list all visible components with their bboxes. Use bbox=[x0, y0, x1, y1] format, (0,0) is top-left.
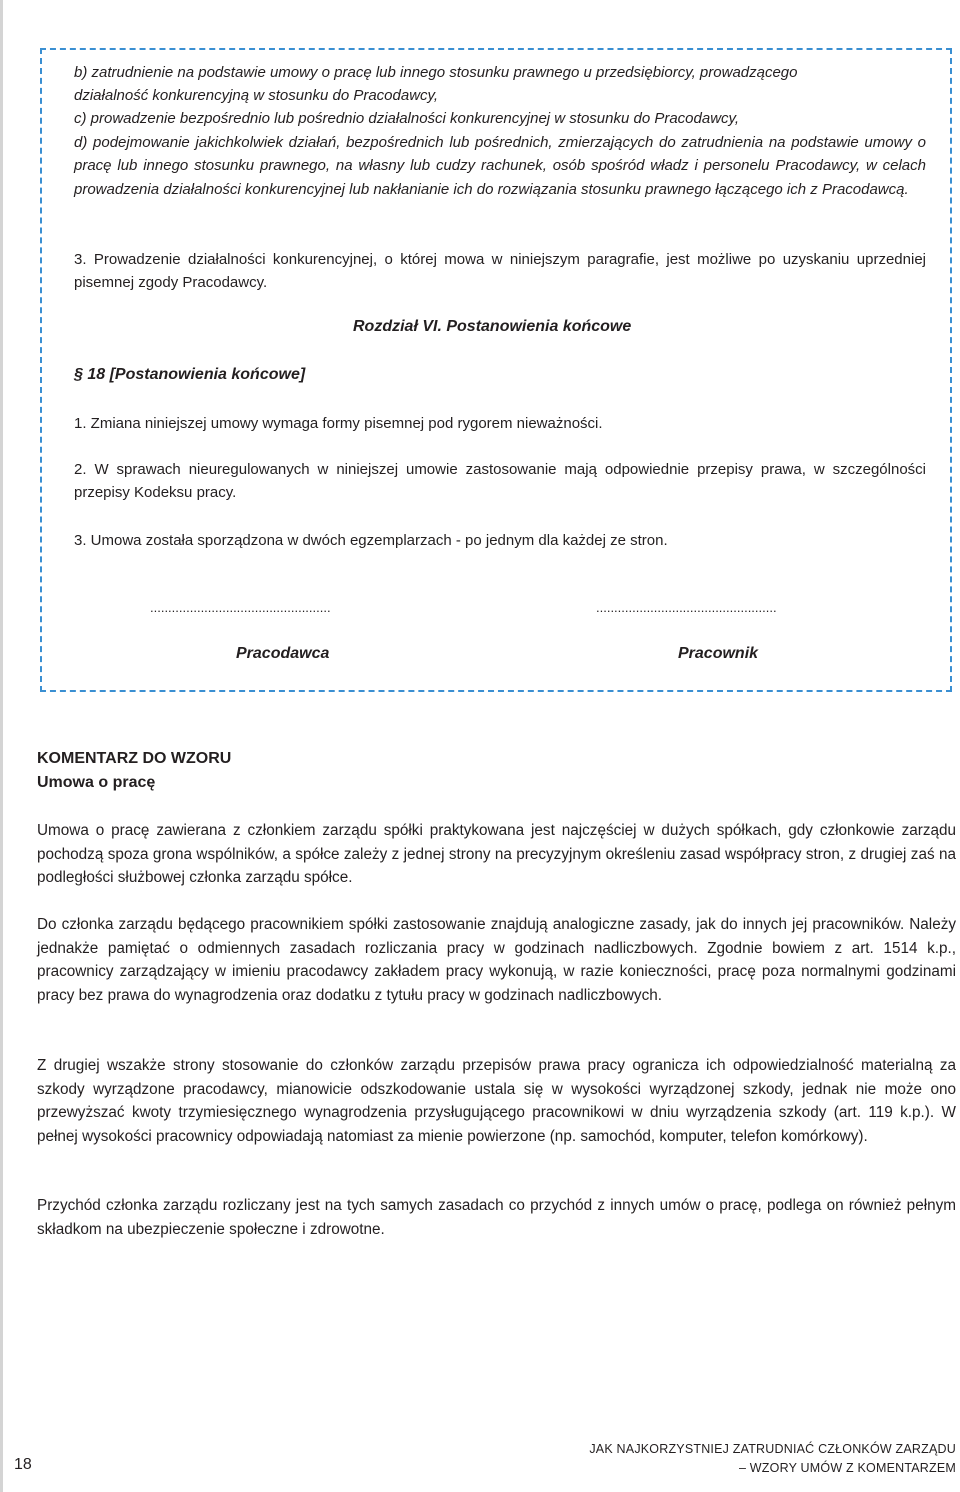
footer-title-line-2: – WZORY UMÓW Z KOMENTARZEM bbox=[738, 1461, 956, 1475]
section-heading: § 18 [Postanowienia końcowe] bbox=[74, 366, 306, 383]
closing-clause-1: 1. Zmiana niniejszej umowy wymaga formy pisemnej pod rygorem nieważności. bbox=[74, 415, 603, 432]
clause-3-paragraph: 3. Prowadzenie działalności konkurencyjnej, o której mowa w niniejszym paragrafie, jest możliwe po uzyskaniu uprzedniej pisemnej zgody Pracodawcy. bbox=[74, 251, 926, 292]
footer-title-line-1: JAK NAJKORZYSTNIEJ ZATRUDNIAĆ CZŁONKÓW ZARZĄDU bbox=[589, 1442, 956, 1456]
chapter-heading: Rozdział VI. Postanowienia końcowe bbox=[353, 318, 632, 335]
clause-b-line-2: działalność konkurencyjną w stosunku do Pracodawcy, bbox=[74, 87, 439, 104]
employee-signature-label: Pracownik bbox=[678, 645, 759, 662]
page-number: 18 bbox=[14, 1456, 32, 1473]
closing-clause-3: 3. Umowa została sporządzona w dwóch egzemplarzach - po jednym dla każdej ze stron. bbox=[74, 532, 668, 549]
employer-signature-label: Pracodawca bbox=[236, 645, 330, 662]
closing-clause-2: 2. W sprawach nieuregulowanych w niniejszej umowie zastosowanie mają odpowiednie przepisy prawa, w szczególności przepisy Kodeksu pracy. bbox=[74, 461, 926, 502]
clause-c-line: c) prowadzenie bezpośrednio lub pośrednio działalności konkurencyjnej w stosunku do Pracodawcy, bbox=[74, 110, 740, 127]
commentary-paragraph: Do członka zarządu będącego pracownikiem spółki zastosowanie znajdują analogiczne zasady, jak do innych jej pracowników. Należy jednakże pamiętać o odmiennych zasadach rozliczania pracy w godzinach nadliczbowych. Zgodnie bowiem z art. 1514 k.p., pracownicy zarządzający w imieniu pracodawcy zakładem pracy wykonują, w razie konieczności, pracę poza normalnymi godzinami pracy bez prawa do wynagrodzenia oraz dodatku z tytułu pracy w godzinach nadliczbowych. bbox=[37, 916, 956, 1004]
commentary-heading: KOMENTARZ DO WZORU bbox=[37, 750, 232, 767]
commentary-paragraph: Umowa o pracę zawierana z członkiem zarządu spółki praktykowana jest najczęściej w dużych spółkach, gdy członkowie zarządu pochodzą spoza grona wspólników, a spółce zależy z jednej strony na precyzyjnym określeniu zasad współpracy stron, z drugiej zaś na podległości służbowej członka zarządu spółce. bbox=[37, 822, 956, 886]
employee-signature-line: .................................................. bbox=[596, 600, 777, 615]
clause-b-line-1: b) zatrudnienie na podstawie umowy o pracę lub innego stosunku prawnego u przedsiębiorcy, prowadzącego bbox=[74, 64, 798, 81]
page-edge-strip bbox=[0, 0, 3, 1492]
commentary-paragraph: Przychód członka zarządu rozliczany jest na tych samych zasadach co przychód z innych umów o pracę, podlega on również pełnym składkom na ubezpieczenie społeczne i zdrowotne. bbox=[37, 1197, 956, 1238]
commentary-subheading: Umowa o pracę bbox=[37, 774, 156, 791]
employer-signature-line: .................................................. bbox=[150, 600, 331, 615]
clause-d-paragraph: d) podejmowanie jakichkolwiek działań, bezpośrednich lub pośrednich, zmierzających do zatrudnienia na podstawie umowy o pracę lub innego stosunku prawnego, na własny lub cudzy rachunek, osób spośród władz i personelu Pracodawcy, w celach prowadzenia działalności konkurencyjnej lub nakłanianie ich do rozwiązania stosunku prawnego łączącego ich z Pracodawcą. bbox=[74, 134, 926, 198]
commentary-paragraph: Z drugiej wszakże strony stosowanie do członków zarządu przepisów prawa pracy ogranicza ich odpowiedzialność materialną za szkody wyrządzone pracodawcy, mianowicie odszkodowanie ustala się w wysokości wyrządzonej szkody, jednak nie może ono przewyższać kwoty trzymiesięcznego wynagrodzenia przysługującego pracownikowi w dniu wyrządzenia szkody (art. 119 k.p.). W pełnej wysokości pracownicy odpowiadają natomiast za mienie powierzone (np. samochód, komputer, telefon komórkowy). bbox=[37, 1057, 956, 1145]
